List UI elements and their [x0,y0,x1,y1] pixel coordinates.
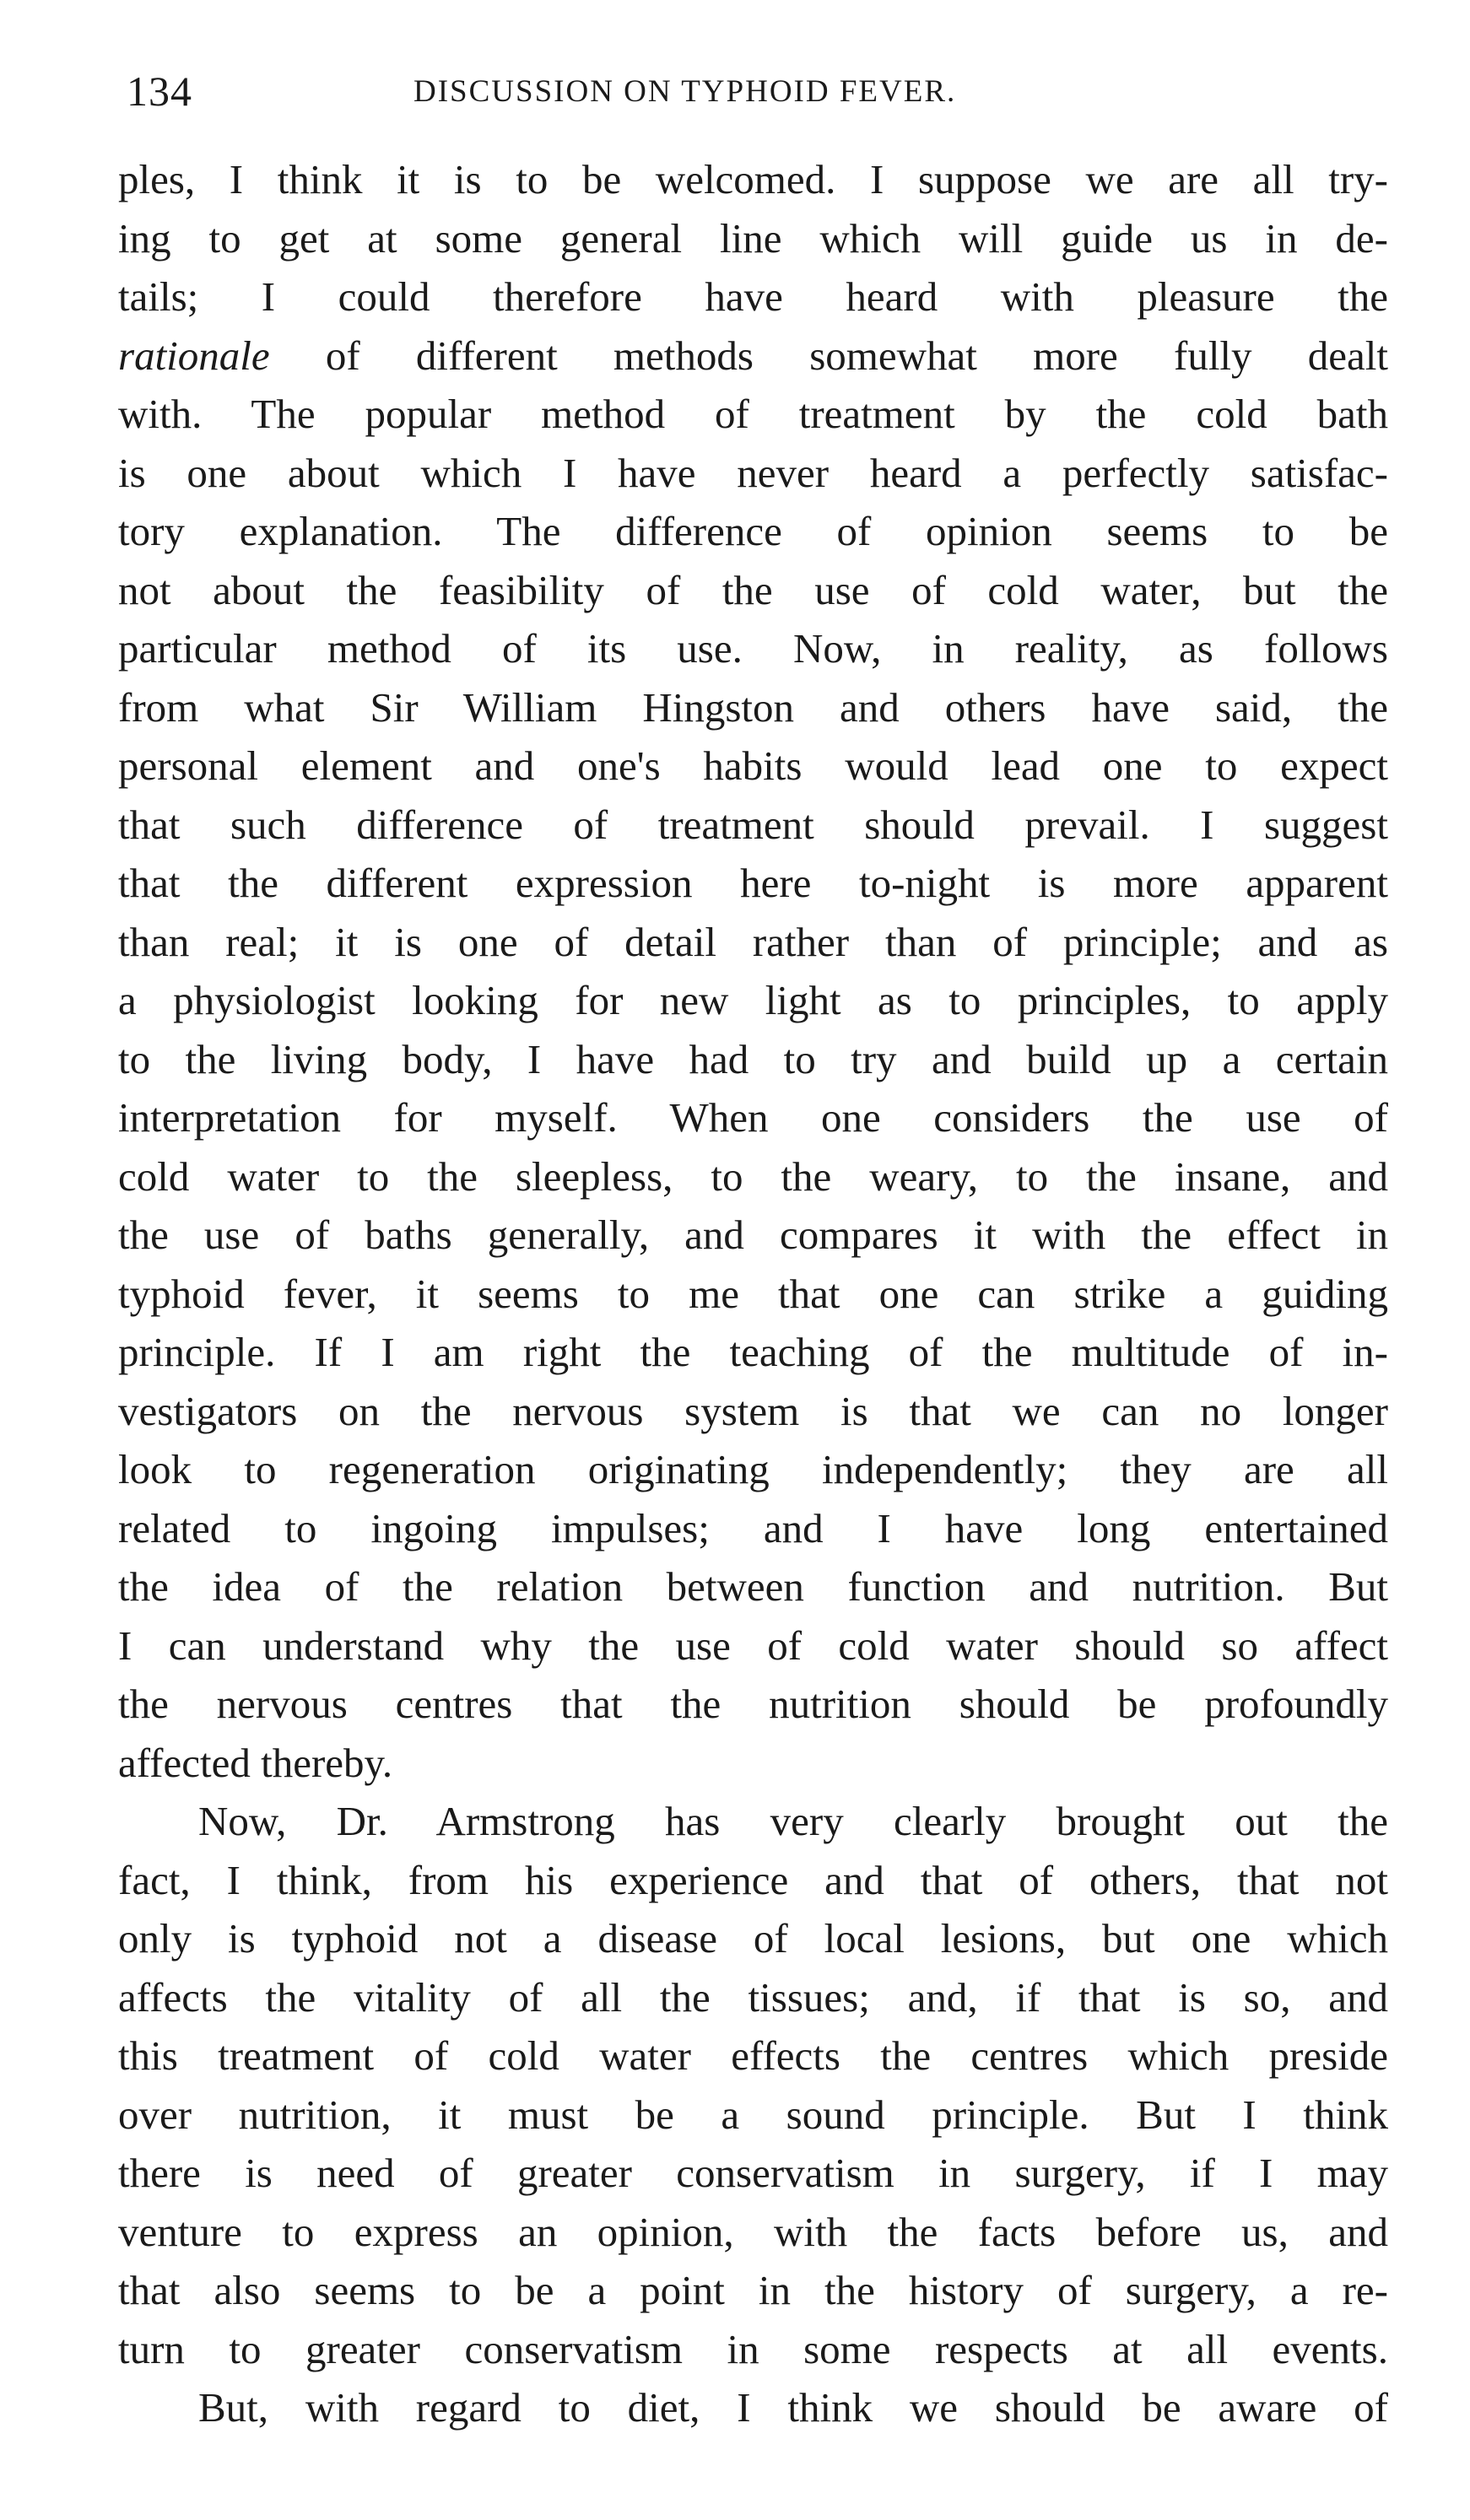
text-line: tory explanation. The difference of opinion seems to be [118,508,1388,554]
text-line: I can understand why the use of cold water should so affect [118,1622,1388,1669]
text-line: principle. If I am right the teaching of the multitude of in- [118,1329,1388,1375]
running-head [127,66,1392,116]
text-line [118,326,1388,386]
text-line: tails; I could therefore have heard with pleasure the [118,273,1388,320]
text-line: only is typhoid not a disease of local lesions, but one which [118,1915,1388,1961]
text-line: ing to get at some general line which will guide us in de- [118,214,1388,262]
text-line: from what Sir William Hingston and others have said, the [118,683,1388,731]
text-line: the use of baths generally, and compares it with the effect in [118,1211,1388,1258]
text-line: affected thereby. [118,1739,393,1786]
text-line: the idea of the relation between function and nutrition. But [118,1563,1388,1610]
text-line: cold water to the sleepless, to the weary, to the insane, and [118,1152,1388,1200]
text-line: affects the vitality of all the tissues; and, if that is so, and [118,1973,1388,2021]
italic-word: rationale [118,332,270,379]
page-number: 134 [127,67,192,115]
text-line: But, with regard to diet, I think we should be aware of [198,2384,1388,2431]
text-line: is one about which I have never heard a perfectly satisfac- [118,449,1388,496]
text-line: to the living body, I have had to try and build up a certain [118,1035,1388,1082]
text-line: interpretation for myself. When one considers the use of [118,1094,1388,1141]
text-line: that such difference of treatment should prevail. I suggest [118,801,1388,848]
text-line: that also seems to be a point in the history of surgery, a re- [118,2267,1388,2313]
text-line: this treatment of cold water effects the centres which preside [118,2032,1388,2079]
text-line: typhoid fever, it seems to me that one can strike a guiding [118,1270,1388,1317]
text-line: particular method of its use. Now, in reality, as follows [118,625,1388,672]
body-text [118,150,1388,2437]
text-line: vestigators on the nervous system is that we can no longer [118,1387,1388,1434]
text-line: fact, I think, from his experience and that of others, that not [118,1856,1388,1903]
running-title: DISCUSSION ON TYPHOID FEVER. [413,74,957,109]
text-line: look to regeneration originating independently; they are all [118,1446,1388,1492]
text-line: with. The popular method of treatment by the cold bath [118,391,1388,437]
text-line: over nutrition, it must be a sound principle. But I think [118,2091,1388,2138]
text-line: personal element and one's habits would lead one to expect [118,742,1388,789]
text-line: than real; it is one of detail rather than of principle; and as [118,918,1388,965]
text-line: the nervous centres that the nutrition should be profoundly [118,1681,1388,1727]
text-line: that the different expression here to-night is more apparent [118,860,1388,906]
text-line: related to ingoing impulses; and I have long entertained [118,1504,1388,1551]
text-line: turn to greater conservatism in some respects at all events. [118,2325,1388,2372]
text-line: ples, I think it is to be welcomed. I suppose we are all try- [118,156,1388,202]
text-line: a physiologist looking for new light as to principles, to apply [118,977,1388,1023]
text-line: there is need of greater conservatism in surgery, if I may [118,2150,1388,2196]
text-line: venture to express an opinion, with the facts before us, and [118,2208,1388,2255]
text-line: not about the feasibility of the use of cold water, but the [118,566,1388,613]
text-line: Now, Dr. Armstrong has very clearly brought out the [198,1798,1388,1844]
text-line-rest: of different methods somewhat more fully dealt [325,332,1388,379]
